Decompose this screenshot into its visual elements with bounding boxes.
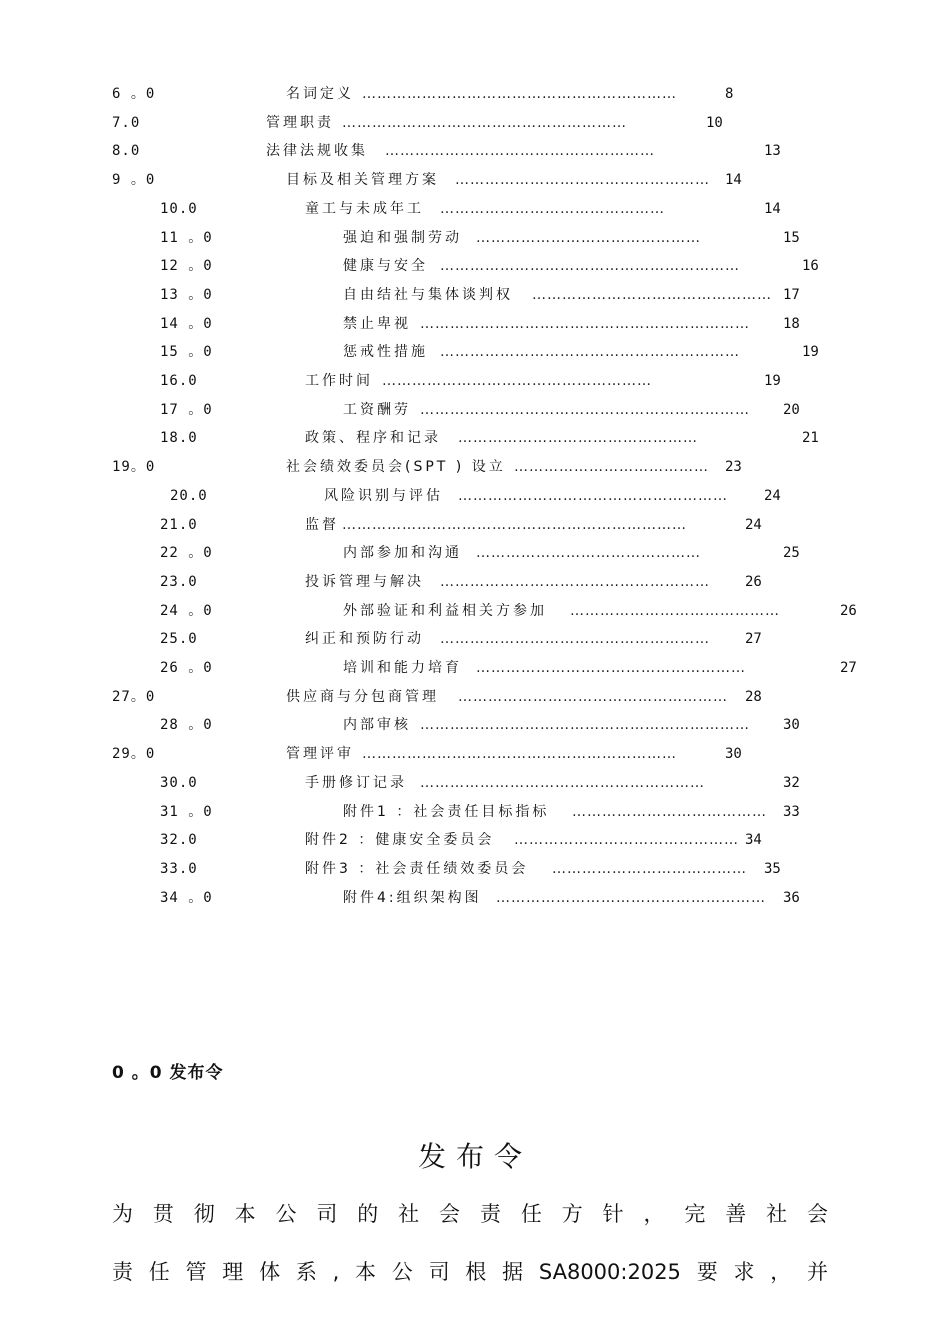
- body-paragraph-line-1: 为贯彻本公司的社会责任方针，完善社会: [112, 1202, 828, 1226]
- toc-leader-dots: …………………………………………………………: [420, 401, 750, 418]
- toc-leader-dots: ………………………………………………: [382, 373, 652, 389]
- toc-leader-dots: ………………………………………: [440, 200, 665, 217]
- toc-row[interactable]: [0, 313, 950, 335]
- toc-leader-dots: …………………………………: [572, 803, 767, 820]
- toc-title: 强迫和强制劳动: [343, 229, 462, 246]
- toc-leader-dots: ……………………………………: [570, 602, 780, 619]
- toc-leader-dots: ………………………………………………: [458, 487, 728, 504]
- toc-title: 目标及相关管理方案: [286, 172, 439, 189]
- toc-number: 8.0: [112, 143, 141, 160]
- toc-title: 惩戒性措施: [343, 344, 428, 361]
- toc-number: 33.0: [160, 860, 198, 877]
- toc-page-number: 25: [783, 545, 800, 562]
- toc-number: 27。0: [112, 688, 156, 705]
- toc-title: 风险识别与评估: [324, 487, 443, 504]
- toc-page-number: 32: [783, 774, 800, 791]
- toc-number: 28 。0: [160, 717, 213, 734]
- toc-page-number: 35: [764, 860, 781, 877]
- toc-title: 自由结社与集体谈判权: [343, 286, 513, 303]
- toc-leader-dots: …………………………………………………: [420, 774, 705, 791]
- toc-row[interactable]: [0, 456, 950, 478]
- toc-leader-dots: ……………………………………………: [455, 172, 710, 189]
- toc-leader-dots: ………………………………………………: [385, 143, 655, 160]
- toc-number: 18.0: [160, 430, 198, 447]
- toc-number: 11 。0: [160, 229, 213, 246]
- toc-page-number: 27: [745, 631, 762, 648]
- toc-page-number: 14: [764, 200, 781, 217]
- toc-number: 26 。0: [160, 660, 213, 676]
- toc-number: 13 。0: [160, 286, 213, 303]
- toc-leader-dots: …………………………………………………: [342, 114, 627, 131]
- toc-page-number: 26: [840, 602, 857, 619]
- toc-leader-dots: …………………………………………………………: [420, 315, 750, 332]
- toc-page-number: 16: [802, 258, 819, 275]
- toc-page-number: 30: [725, 746, 742, 763]
- toc-number: 21.0: [160, 516, 198, 533]
- toc-row[interactable]: [0, 714, 950, 736]
- toc-number: 23.0: [160, 573, 198, 590]
- toc-page-number: 24: [764, 487, 781, 504]
- toc-row[interactable]: [0, 83, 950, 105]
- toc-leader-dots: …………………………………………: [532, 286, 772, 303]
- toc-title: 禁止卑视: [343, 315, 411, 332]
- toc-leader-dots: …………………………………: [514, 459, 709, 476]
- toc-page-number: 21: [802, 430, 819, 447]
- toc-row[interactable]: [0, 657, 950, 679]
- toc-title: 童工与未成年工: [305, 200, 424, 217]
- toc-page-number: 33: [783, 803, 800, 820]
- toc-row[interactable]: [0, 686, 950, 708]
- toc-number: 12 。0: [160, 258, 213, 275]
- toc-title: 供应商与分包商管理: [286, 688, 439, 705]
- toc-page-number: 24: [745, 516, 762, 533]
- toc-number: 29。0: [112, 746, 156, 763]
- toc-number: 10.0: [160, 200, 198, 217]
- toc-row[interactable]: [0, 112, 950, 134]
- toc-row[interactable]: [0, 887, 950, 909]
- toc-leader-dots: ………………………………………………: [496, 889, 766, 906]
- toc-number: 15 。0: [160, 344, 213, 361]
- toc-leader-dots: ………………………………………………………: [362, 746, 677, 763]
- toc-row[interactable]: [0, 284, 950, 306]
- toc-page-number: 10: [706, 114, 723, 131]
- toc-title: 工作时间: [305, 373, 373, 389]
- toc-title: 社会绩效委员会(SPT ) 设立: [286, 459, 506, 476]
- toc-number: 22 。0: [160, 545, 213, 562]
- toc-row[interactable]: [0, 772, 950, 794]
- toc-row[interactable]: [0, 341, 950, 363]
- toc-row[interactable]: [0, 227, 950, 249]
- toc-leader-dots: ……………………………………………………………: [342, 516, 687, 533]
- toc-row[interactable]: [0, 198, 950, 220]
- toc-page-number: 34: [745, 832, 762, 849]
- toc-page-number: 27: [840, 660, 857, 676]
- toc-row[interactable]: [0, 399, 950, 421]
- toc-title: 法律法规收集: [266, 143, 368, 160]
- toc-title: 外部验证和利益相关方参加: [343, 602, 547, 619]
- toc-leader-dots: ………………………………………………: [440, 631, 710, 648]
- toc-title: 管理职责: [266, 114, 334, 131]
- toc-title: 附件2 ：健康安全委员会: [305, 832, 495, 849]
- toc-title: 附件4:组织架构图: [343, 889, 482, 906]
- toc-row[interactable]: [0, 485, 950, 507]
- toc-row[interactable]: [0, 628, 950, 650]
- toc-number: 6 。0: [112, 86, 156, 102]
- toc-row[interactable]: [0, 801, 950, 823]
- toc-leader-dots: ………………………………………………………: [362, 86, 677, 102]
- toc-leader-dots: …………………………………………: [458, 430, 698, 447]
- toc-number: 31 。0: [160, 803, 213, 820]
- toc-title: 附件3 ：社会责任绩效委员会: [305, 860, 529, 877]
- toc-leader-dots: ………………………………………………: [476, 660, 746, 676]
- toc-row[interactable]: [0, 829, 950, 851]
- toc-title: 投诉管理与解决: [305, 573, 424, 590]
- toc-number: 9 。0: [112, 172, 156, 189]
- toc-page-number: 8: [725, 86, 734, 102]
- toc-page-number: 13: [764, 143, 781, 160]
- toc-page-number: 15: [783, 229, 800, 246]
- toc-title: 名词定义: [286, 86, 354, 102]
- toc-page-number: 20: [783, 401, 800, 418]
- toc-row[interactable]: [0, 140, 950, 162]
- toc-row[interactable]: [0, 743, 950, 765]
- toc-page-number: 23: [725, 459, 742, 476]
- toc-number: 14 。0: [160, 315, 213, 332]
- toc-title: 管理评审: [286, 746, 354, 763]
- toc-title: 手册修订记录: [305, 774, 407, 791]
- toc-row[interactable]: [0, 571, 950, 593]
- toc-row[interactable]: [0, 542, 950, 564]
- toc-page-number: 18: [783, 315, 800, 332]
- toc-title: 健康与安全: [343, 258, 428, 275]
- toc-title: 纠正和预防行动: [305, 631, 424, 648]
- toc-title: 内部审核: [343, 717, 411, 734]
- toc-page-number: 19: [764, 373, 781, 389]
- toc-leader-dots: ………………………………………: [476, 545, 701, 562]
- toc-page-number: 36: [783, 889, 800, 906]
- toc-title: 附件1 ：社会责任目标指标: [343, 803, 550, 820]
- toc-row[interactable]: [0, 858, 950, 880]
- toc-leader-dots: …………………………………: [552, 860, 747, 877]
- toc-number: 30.0: [160, 774, 198, 791]
- toc-number: 20.0: [170, 487, 208, 504]
- toc-leader-dots: ………………………………………: [476, 229, 701, 246]
- body-paragraph-line-2: 责任管理体系,本公司根据SA8000:2025要求，并: [112, 1260, 828, 1284]
- toc-row[interactable]: [0, 427, 950, 449]
- toc-title: 内部参加和沟通: [343, 545, 462, 562]
- toc-number: 32.0: [160, 832, 198, 849]
- toc-number: 24 。0: [160, 602, 213, 619]
- toc-leader-dots: ………………………………………: [514, 832, 739, 849]
- toc-page-number: 30: [783, 717, 800, 734]
- toc-row[interactable]: [0, 514, 950, 536]
- section-heading: 0 。0 发布令: [112, 1063, 224, 1083]
- toc-title: 监督: [305, 516, 339, 533]
- toc-row[interactable]: [0, 600, 950, 622]
- toc-page-number: 19: [802, 344, 819, 361]
- document-title: 发布令: [417, 1140, 532, 1173]
- toc-leader-dots: ……………………………………………………: [440, 344, 740, 361]
- toc-leader-dots: ………………………………………………: [458, 688, 728, 705]
- toc-page-number: 14: [725, 172, 742, 189]
- toc-number: 16.0: [160, 373, 198, 389]
- toc-title: 政策、程序和记录: [305, 430, 441, 447]
- toc-number: 19。0: [112, 459, 156, 476]
- toc-number: 17 。0: [160, 401, 213, 418]
- toc-row[interactable]: [0, 255, 950, 277]
- toc-row[interactable]: [0, 169, 950, 191]
- toc-leader-dots: …………………………………………………………: [420, 717, 750, 734]
- toc-leader-dots: ……………………………………………………: [440, 258, 740, 275]
- toc-page-number: 28: [745, 688, 762, 705]
- toc-page-number: 26: [745, 573, 762, 590]
- toc-title: 培训和能力培育: [343, 660, 462, 676]
- toc-leader-dots: ………………………………………………: [440, 573, 710, 590]
- toc-number: 7.0: [112, 114, 141, 131]
- toc-row[interactable]: [0, 370, 950, 392]
- toc-page-number: 17: [783, 286, 800, 303]
- toc-number: 25.0: [160, 631, 198, 648]
- toc-title: 工资酬劳: [343, 401, 411, 418]
- toc-number: 34 。0: [160, 889, 213, 906]
